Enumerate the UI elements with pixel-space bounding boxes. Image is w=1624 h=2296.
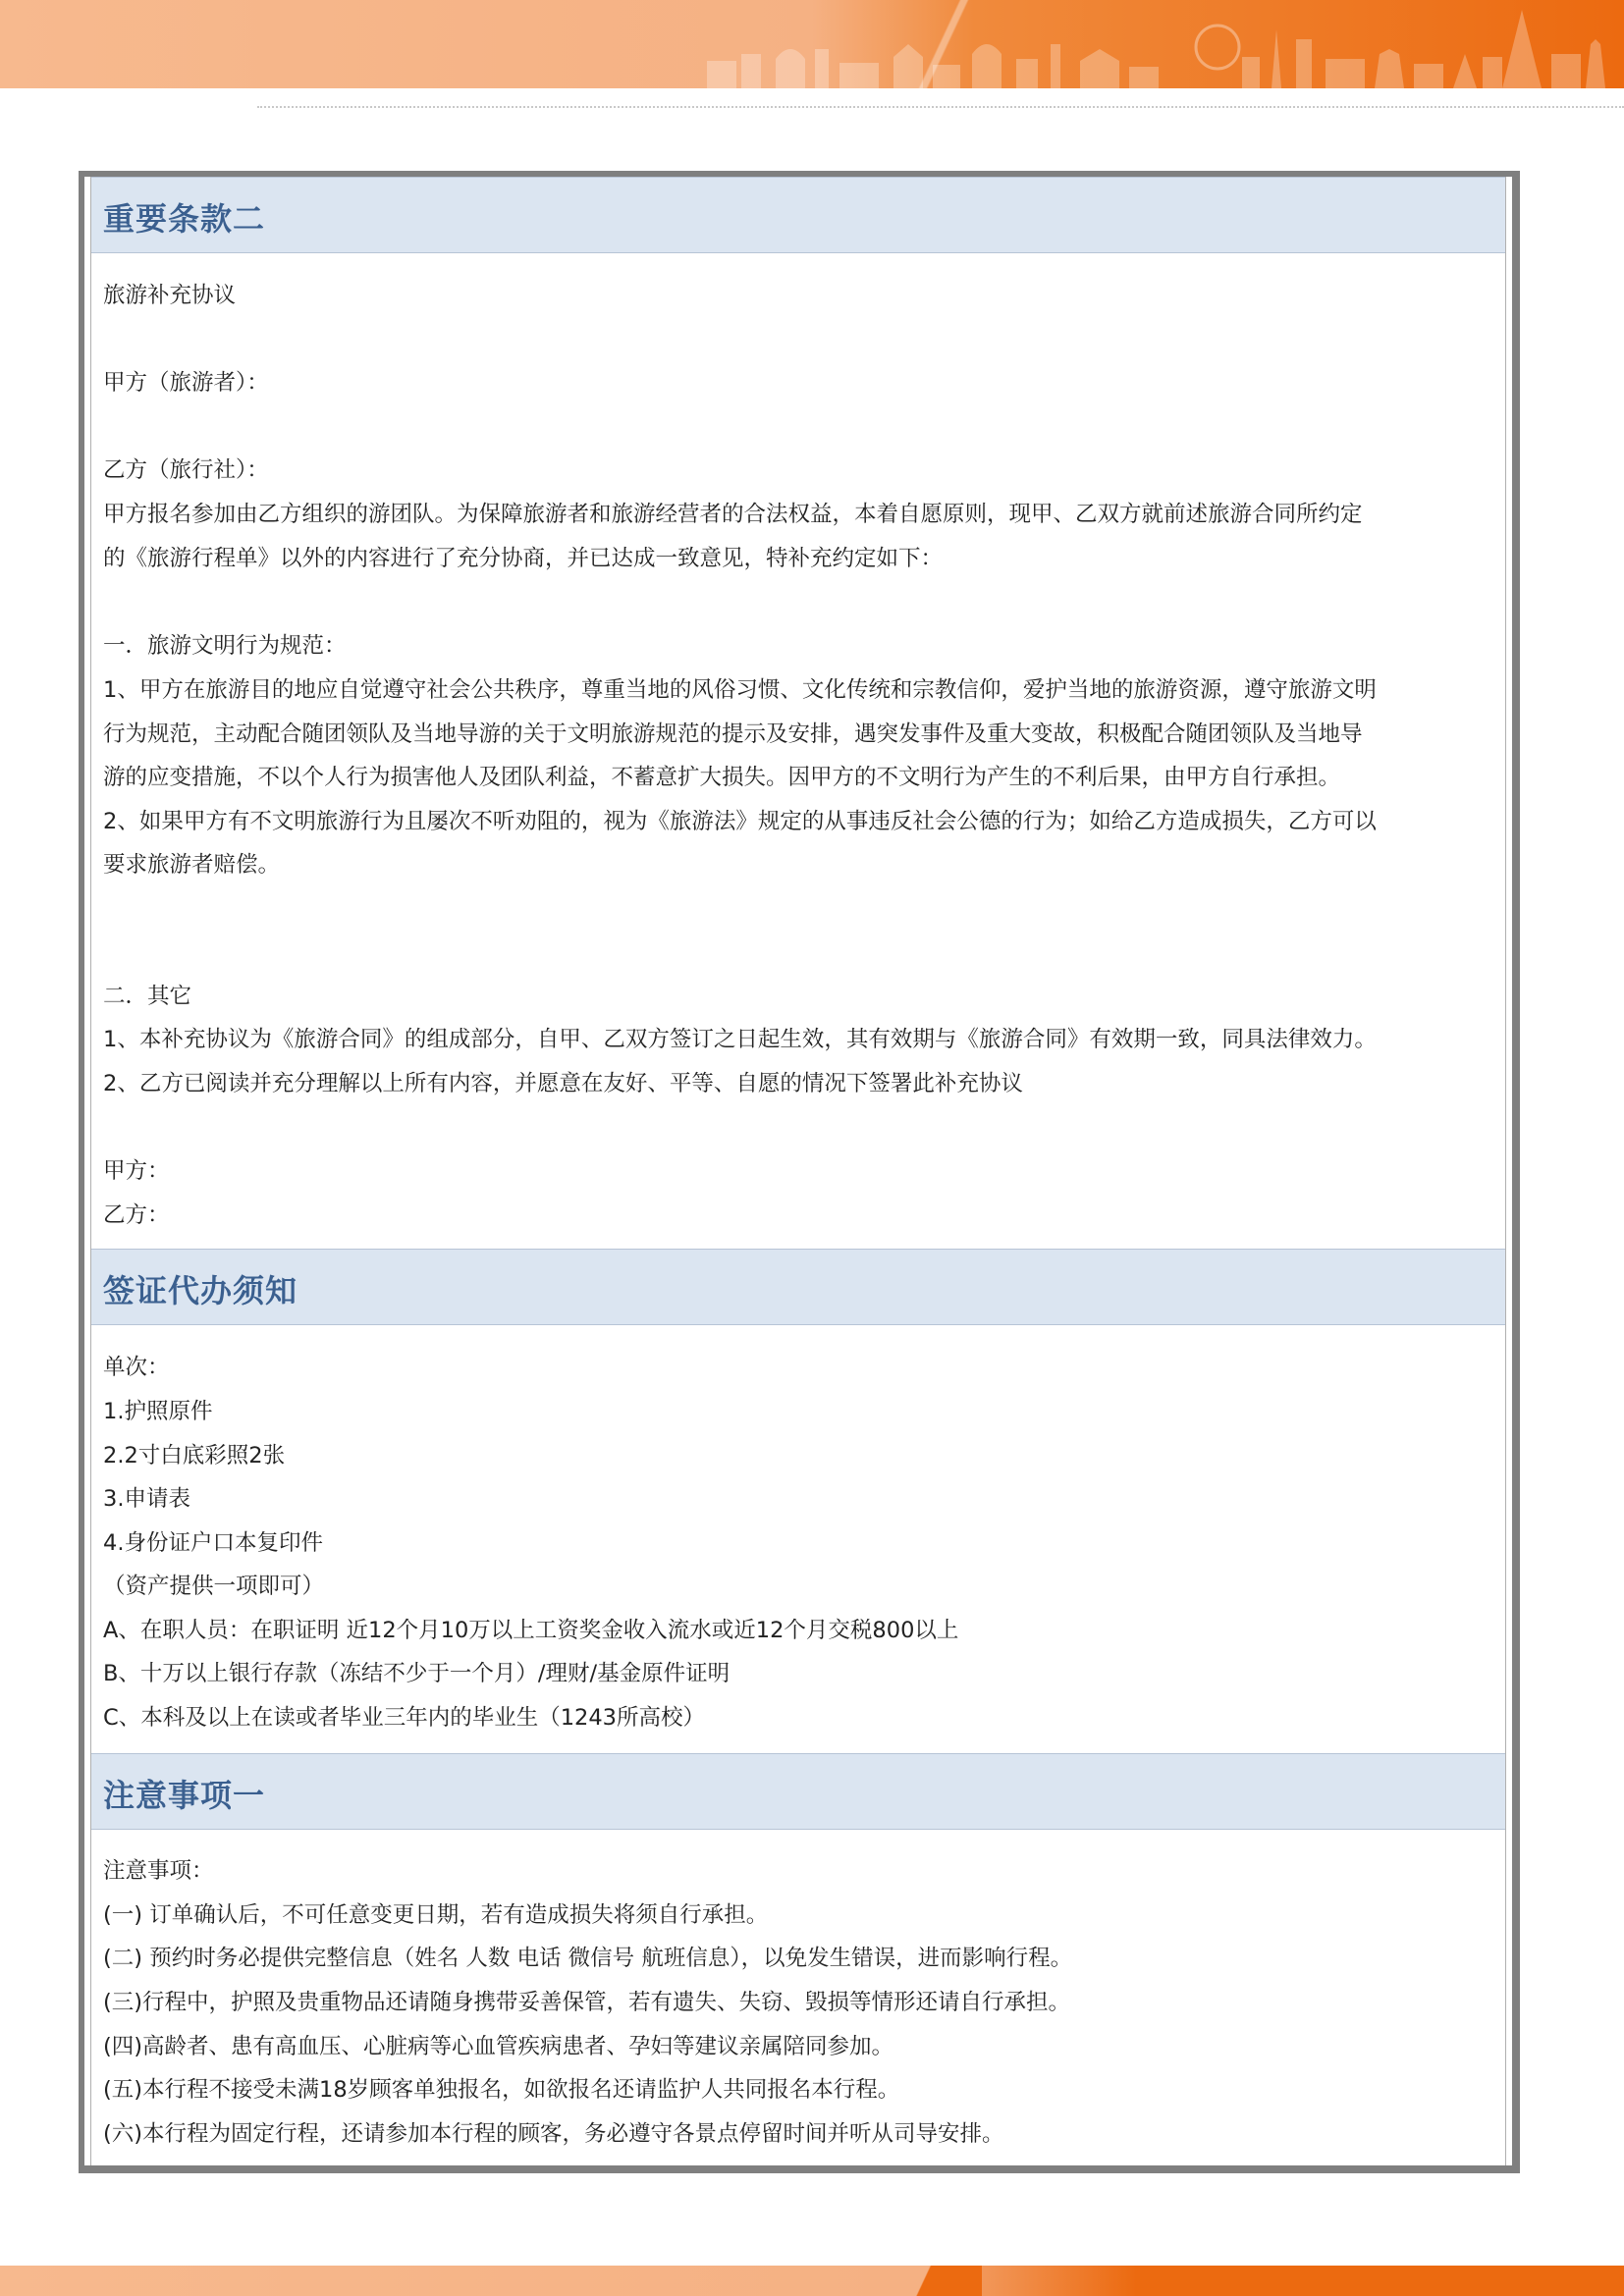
paragraph-line: 一．旅游文明行为规范： <box>103 633 347 659</box>
paragraph-line: 注意事项： <box>103 1858 214 1884</box>
top-banner <box>0 0 1624 88</box>
paragraph-line: 甲方： <box>103 1158 170 1184</box>
paragraph-line: (六)本行程为固定行程，还请参加本行程的顾客，务必遵守各景点停留时间并听从司导安排。 <box>103 2121 1004 2147</box>
paragraph-line: 旅游补充协议 <box>103 283 237 308</box>
paragraph-line: 2、如果甲方有不文明旅游行为且屡次不听劝阻的，视为《旅游法》规定的从事违反社会公德的行为；如给乙方造成损失，乙方可以 <box>103 809 1377 834</box>
paragraph-line: C、本科及以上在读或者毕业三年内的毕业生（1243所高校） <box>103 1705 705 1731</box>
paragraph-line: (一) 订单确认后，不可任意变更日期，若有造成损失将须自行承担。 <box>103 1902 769 1928</box>
city-skyline-icon <box>668 0 1624 88</box>
paragraph-line: (四)高龄者、患有高血压、心脏病等心血管疾病患者、孕妇等建议亲属陪同参加。 <box>103 2034 894 2059</box>
paragraph-line: 1.护照原件 <box>103 1399 213 1424</box>
paragraph-line: 单次： <box>103 1355 170 1380</box>
paragraph-line: 乙方： <box>103 1202 170 1228</box>
paragraph-line: 甲方（旅游者）： <box>103 370 269 396</box>
section-title: 重要条款二 <box>103 200 266 238</box>
content-card <box>79 171 1520 2173</box>
paragraph-line: B、十万以上银行存款（冻结不少于一个月）/理财/基金原件证明 <box>103 1661 731 1686</box>
paragraph-line: 2.2寸白底彩照2张 <box>103 1443 286 1468</box>
paragraph-line: 1、本补充协议为《旅游合同》的组成部分，自甲、乙双方签订之日起生效，其有效期与《旅游合同》有效期一致，同具法律效力。 <box>103 1027 1377 1052</box>
paragraph-line: 行为规范，主动配合随团领队及当地导游的关于文明旅游规范的提示及安排，遇突发事件及重大变故，积极配合随团领队及当地导 <box>103 721 1363 747</box>
section-header-important-terms <box>91 177 1505 253</box>
banner-diagonal-stripe <box>864 2266 982 2296</box>
paragraph-line: A、在职人员：在职证明 近12个月10万以上工资奖金收入流水或近12个月交税800以上 <box>103 1618 959 1643</box>
paragraph-line: 二．其它 <box>103 984 192 1009</box>
paragraph-line: 的《旅游行程单》以外的内容进行了充分协商，并已达成一致意见，特补充约定如下： <box>103 546 944 571</box>
content-card-inner <box>90 177 1506 2165</box>
paragraph-line: （资产提供一项即可） <box>103 1574 325 1599</box>
paragraph-line: 3.申请表 <box>103 1486 190 1512</box>
paragraph-line: 甲方报名参加由乙方组织的游团队。为保障旅游者和旅游经营者的合法权益，本着自愿原则，现甲、乙双方就前述旅游合同所约定 <box>103 502 1363 527</box>
section-header-notes <box>91 1753 1505 1830</box>
bottom-banner <box>0 2266 1624 2296</box>
section-title: 注意事项一 <box>103 1777 266 1814</box>
section-header-visa-notice <box>91 1249 1505 1325</box>
section-title: 签证代办须知 <box>103 1272 298 1309</box>
paragraph-line: (二) 预约时务必提供完整信息（姓名 人数 电话 微信号 航班信息），以免发生错误，进而影响行程。 <box>103 1946 1073 1971</box>
paragraph-line: 2、乙方已阅读并充分理解以上所有内容，并愿意在友好、平等、自愿的情况下签署此补充协议 <box>103 1071 1023 1096</box>
paragraph-line: 1、甲方在旅游目的地应自觉遵守社会公共秩序，尊重当地的风俗习惯、文化传统和宗教信仰，爱护当地的旅游资源，遵守旅游文明 <box>103 677 1377 703</box>
paragraph-line: 4.身份证户口本复印件 <box>103 1530 323 1556</box>
paragraph-line: 要求旅游者赔偿。 <box>103 852 281 878</box>
paragraph-line: (三)行程中，护照及贵重物品还请随身携带妥善保管，若有遗失、失窃、毁损等情形还请自行承担。 <box>103 1990 1071 2015</box>
paragraph-line: 乙方（旅行社）： <box>103 457 269 483</box>
paragraph-line: 游的应变措施，不以个人行为损害他人及团队利益，不蓄意扩大损失。因甲方的不文明行为产生的不利后果，由甲方自行承担。 <box>103 765 1341 790</box>
header-dotted-rule <box>257 106 1624 108</box>
paragraph-line: (五)本行程不接受未满18岁顾客单独报名，如欲报名还请监护人共同报名本行程。 <box>103 2077 900 2103</box>
